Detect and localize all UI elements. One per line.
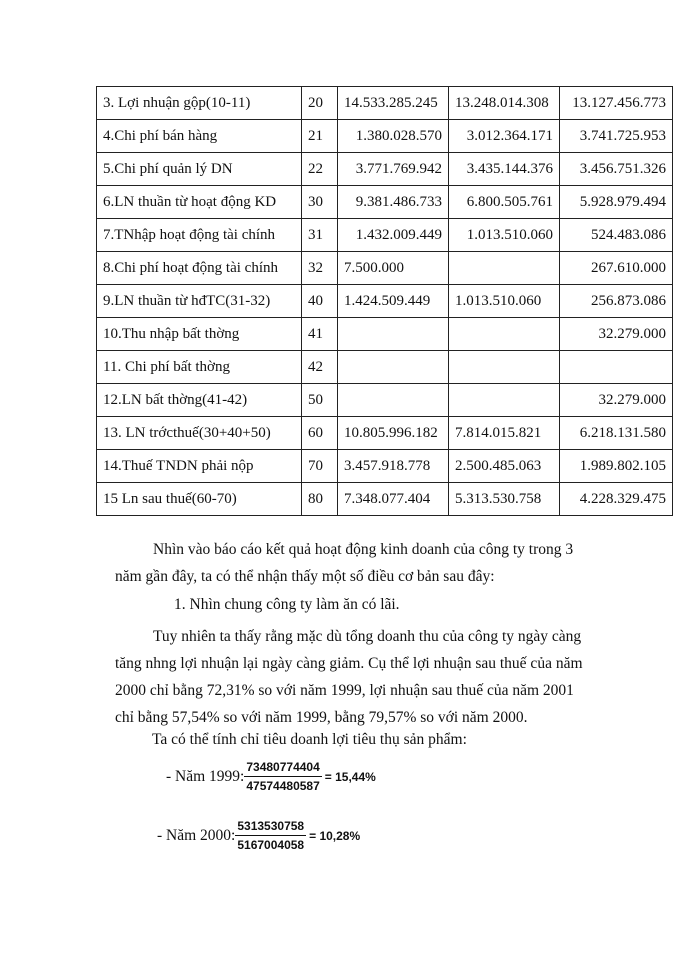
value-1999: 3.457.918.778 [338, 450, 449, 483]
formula-1999 [166, 760, 376, 793]
row-label: 10.Thu nhập bất thờng [97, 318, 302, 351]
table-row [97, 351, 673, 384]
row-code: 21 [302, 120, 338, 153]
row-code: 42 [302, 351, 338, 384]
value-2000: 5.313.530.758 [449, 483, 560, 516]
value-2001: 5.928.979.494 [560, 186, 673, 219]
row-label: 14.Thuế TNDN phải nộp [97, 450, 302, 483]
intro-paragraph: Nhìn vào báo cáo kết quả hoạt động kinh doanh của công ty trong 3 năm gần đây, ta có thể nhận thấy một số điều cơ bản sau đây: [115, 541, 574, 585]
row-label: 13. LN trớcthuế(30+40+50) [97, 417, 302, 450]
value-2000 [449, 384, 560, 417]
value-2000: 1.013.510.060 [449, 219, 560, 252]
value-2000: 3.012.364.171 [449, 120, 560, 153]
value-1999: 10.805.996.182 [338, 417, 449, 450]
value-2000 [449, 318, 560, 351]
value-1999 [338, 384, 449, 417]
row-code: 40 [302, 285, 338, 318]
row-code: 50 [302, 384, 338, 417]
table-row [97, 252, 673, 285]
value-1999: 7.348.077.404 [338, 483, 449, 516]
table-row [97, 318, 673, 351]
value-1999: 14.533.285.245 [338, 87, 449, 120]
row-label: 8.Chi phí hoạt động tài chính [97, 252, 302, 285]
row-label: 11. Chi phí bất thờng [97, 351, 302, 384]
table-row [97, 87, 673, 120]
numbered-point-1: 1. Nhìn chung công ty làm ăn có lãi. [174, 596, 400, 613]
value-2001: 1.989.802.105 [560, 450, 673, 483]
value-1999: 3.771.769.942 [338, 153, 449, 186]
value-2001: 4.228.329.475 [560, 483, 673, 516]
row-label: 15 Ln sau thuế(60-70) [97, 483, 302, 516]
value-1999: 1.380.028.570 [338, 120, 449, 153]
formula-result: = 15,44% [324, 769, 376, 784]
row-label: 9.LN thuần từ hđTC(31-32) [97, 285, 302, 318]
row-code: 20 [302, 87, 338, 120]
row-label: 7.TNhập hoạt động tài chính [97, 219, 302, 252]
formula-2000 [157, 819, 360, 852]
value-2001: 256.873.086 [560, 285, 673, 318]
row-label: 3. Lợi nhuận gộp(10-11) [97, 87, 302, 120]
value-1999: 9.381.486.733 [338, 186, 449, 219]
value-2001: 524.483.086 [560, 219, 673, 252]
row-label: 12.LN bất thờng(41-42) [97, 384, 302, 417]
value-2001: 32.279.000 [560, 318, 673, 351]
value-1999 [338, 351, 449, 384]
formula-result: = 10,28% [309, 828, 361, 843]
indicator-intro: Ta có thể tính chỉ tiêu doanh lợi tiêu thụ sản phẩm: [152, 731, 467, 748]
table-row [97, 120, 673, 153]
value-2000: 7.814.015.821 [449, 417, 560, 450]
value-2001: 3.741.725.953 [560, 120, 673, 153]
denominator: 5167004058 [235, 835, 306, 852]
value-2001: 13.127.456.773 [560, 87, 673, 120]
row-code: 22 [302, 153, 338, 186]
value-2000 [449, 351, 560, 384]
value-2000: 13.248.014.308 [449, 87, 560, 120]
value-2000: 1.013.510.060 [449, 285, 560, 318]
value-2001 [560, 351, 673, 384]
value-1999 [338, 318, 449, 351]
row-code: 32 [302, 252, 338, 285]
value-1999: 1.424.509.449 [338, 285, 449, 318]
value-2000: 3.435.144.376 [449, 153, 560, 186]
row-code: 41 [302, 318, 338, 351]
formula-label: - Năm 1999: [166, 767, 245, 785]
row-label: 4.Chi phí bán hàng [97, 120, 302, 153]
numerator: 5313530758 [237, 819, 305, 833]
fraction [244, 760, 321, 793]
value-2001: 32.279.000 [560, 384, 673, 417]
table-row [97, 417, 673, 450]
row-code: 80 [302, 483, 338, 516]
row-label: 5.Chi phí quản lý DN [97, 153, 302, 186]
table-row [97, 450, 673, 483]
value-2000: 2.500.485.063 [449, 450, 560, 483]
income-statement-table [96, 86, 673, 516]
row-label: 6.LN thuần từ hoạt động KD [97, 186, 302, 219]
fraction [235, 819, 306, 852]
value-2000: 6.800.505.761 [449, 186, 560, 219]
table-row [97, 483, 673, 516]
value-1999: 7.500.000 [338, 252, 449, 285]
value-2001: 3.456.751.326 [560, 153, 673, 186]
table-body [97, 87, 673, 516]
row-code: 31 [302, 219, 338, 252]
table-row [97, 384, 673, 417]
table-row [97, 219, 673, 252]
denominator: 47574480587 [244, 776, 321, 793]
row-code: 30 [302, 186, 338, 219]
value-2001: 267.610.000 [560, 252, 673, 285]
table-row [97, 153, 673, 186]
formula-label: - Năm 2000: [157, 826, 236, 844]
numerator: 73480774404 [246, 760, 320, 774]
row-code: 70 [302, 450, 338, 483]
value-2001: 6.218.131.580 [560, 417, 673, 450]
table-row [97, 186, 673, 219]
value-2000 [449, 252, 560, 285]
table-row [97, 285, 673, 318]
row-code: 60 [302, 417, 338, 450]
profit-analysis-paragraph: Tuy nhiên ta thấy rằng mặc dù tổng doanh thu của công ty ngày càng tăng nhng lợi nhuận lại ngày càng giảm. Cụ thể lợi nhuận sau thuế của năm 2000 chỉ bằng 72,31% so với năm 1999, lợi nhuận sau thuế của năm 2001 chỉ bằng 57,54% so với năm 1999, bằng 79,57% so với năm 2000. [115, 628, 583, 726]
value-1999: 1.432.009.449 [338, 219, 449, 252]
